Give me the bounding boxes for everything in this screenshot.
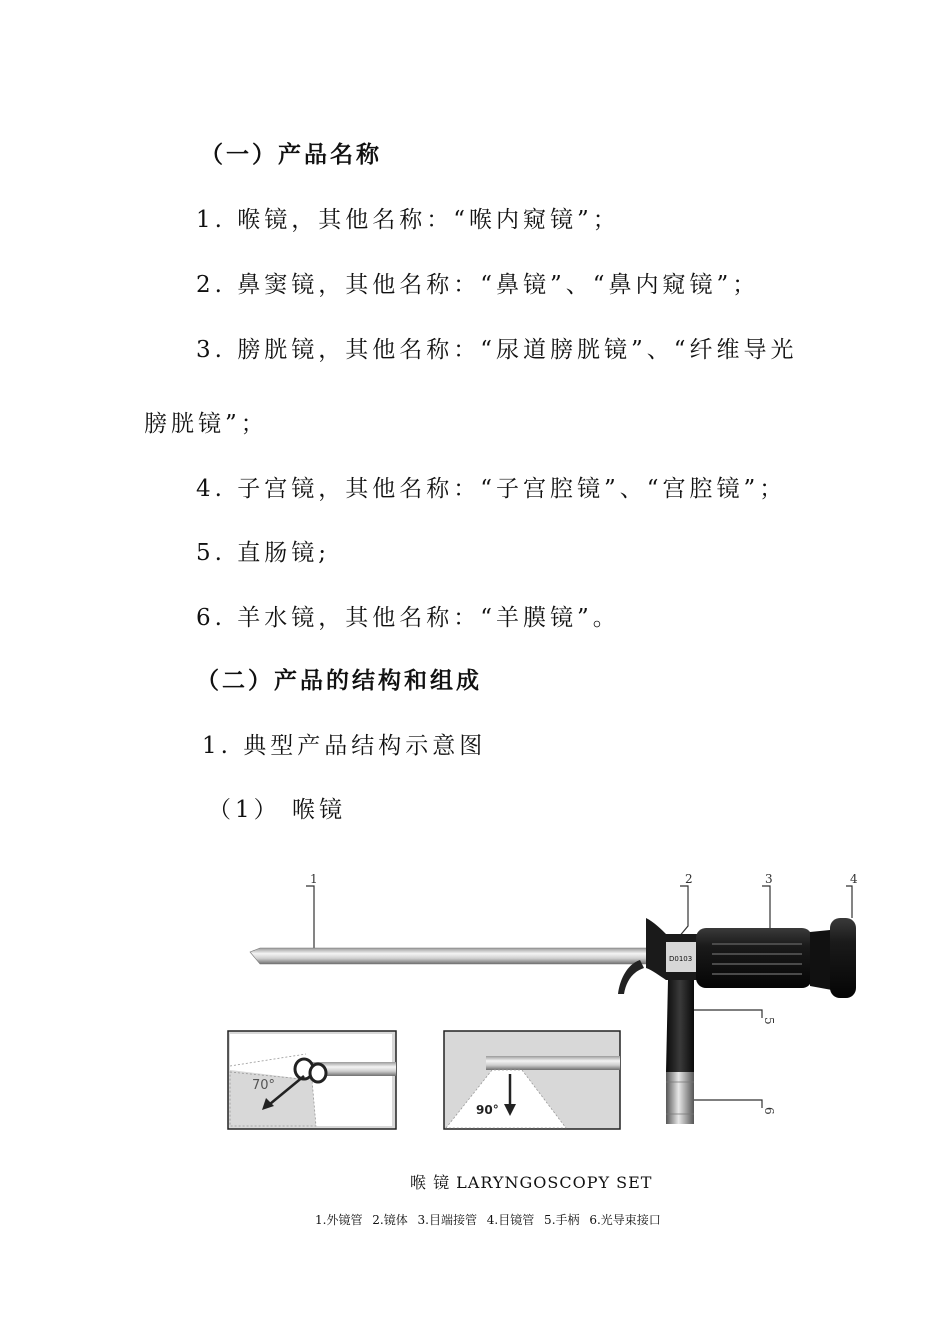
inset-90-degree	[444, 1031, 620, 1129]
subheading-laryngoscope: （1） 喉镜	[208, 797, 346, 823]
heading-structure: （二）产品的结构和组成	[196, 668, 482, 694]
list-item-continuation: 膀胱镜”；	[144, 411, 268, 437]
heading-product-name: （一）产品名称	[200, 142, 382, 168]
figure-legend: 1.外镜管 2.镜体 3.目端接管 4.目镜管 5.手柄 6.光导束接口	[315, 1213, 661, 1227]
hook	[618, 960, 644, 994]
list-item: 4. 子宫镜，其他名称：“子宫腔镜”、“宫腔镜”；	[196, 476, 787, 502]
list-item: 5. 直肠镜;	[196, 540, 331, 566]
scope-label: D0103	[669, 955, 693, 963]
list-item: 6. 羊水镜，其他名称：“羊膜镜”。	[196, 605, 620, 631]
laryngoscope-diagram	[222, 868, 872, 1148]
eyepiece	[830, 918, 856, 998]
light-connector	[666, 1072, 694, 1124]
callout-2: 2	[685, 872, 693, 886]
angle-90-label: 90°	[476, 1103, 499, 1117]
list-item: 2. 鼻窦镜，其他名称：“鼻镜”、“鼻内窥镜”；	[196, 272, 760, 298]
figure-caption: 喉 镜 LARYNGOSCOPY SET	[410, 1173, 653, 1192]
grip	[696, 928, 812, 988]
inset-70-degree	[228, 1031, 396, 1129]
outer-tube	[250, 948, 652, 964]
subheading-diagram: 1. 典型产品结构示意图	[202, 733, 487, 759]
handle	[666, 980, 694, 1072]
callout-6: 6	[762, 1107, 776, 1115]
callout-5: 5	[762, 1017, 776, 1025]
callout-1: 1	[310, 872, 318, 886]
list-item: 3. 膀胱镜，其他名称：“尿道膀胱镜”、“纤维导光	[196, 337, 798, 363]
eyepiece-tube	[810, 930, 832, 990]
callout-4: 4	[850, 872, 858, 886]
angle-70-label: 70°	[252, 1078, 276, 1093]
callout-3: 3	[765, 872, 773, 886]
list-item: 1. 喉镜，其他名称：“喉内窥镜”；	[196, 207, 620, 233]
